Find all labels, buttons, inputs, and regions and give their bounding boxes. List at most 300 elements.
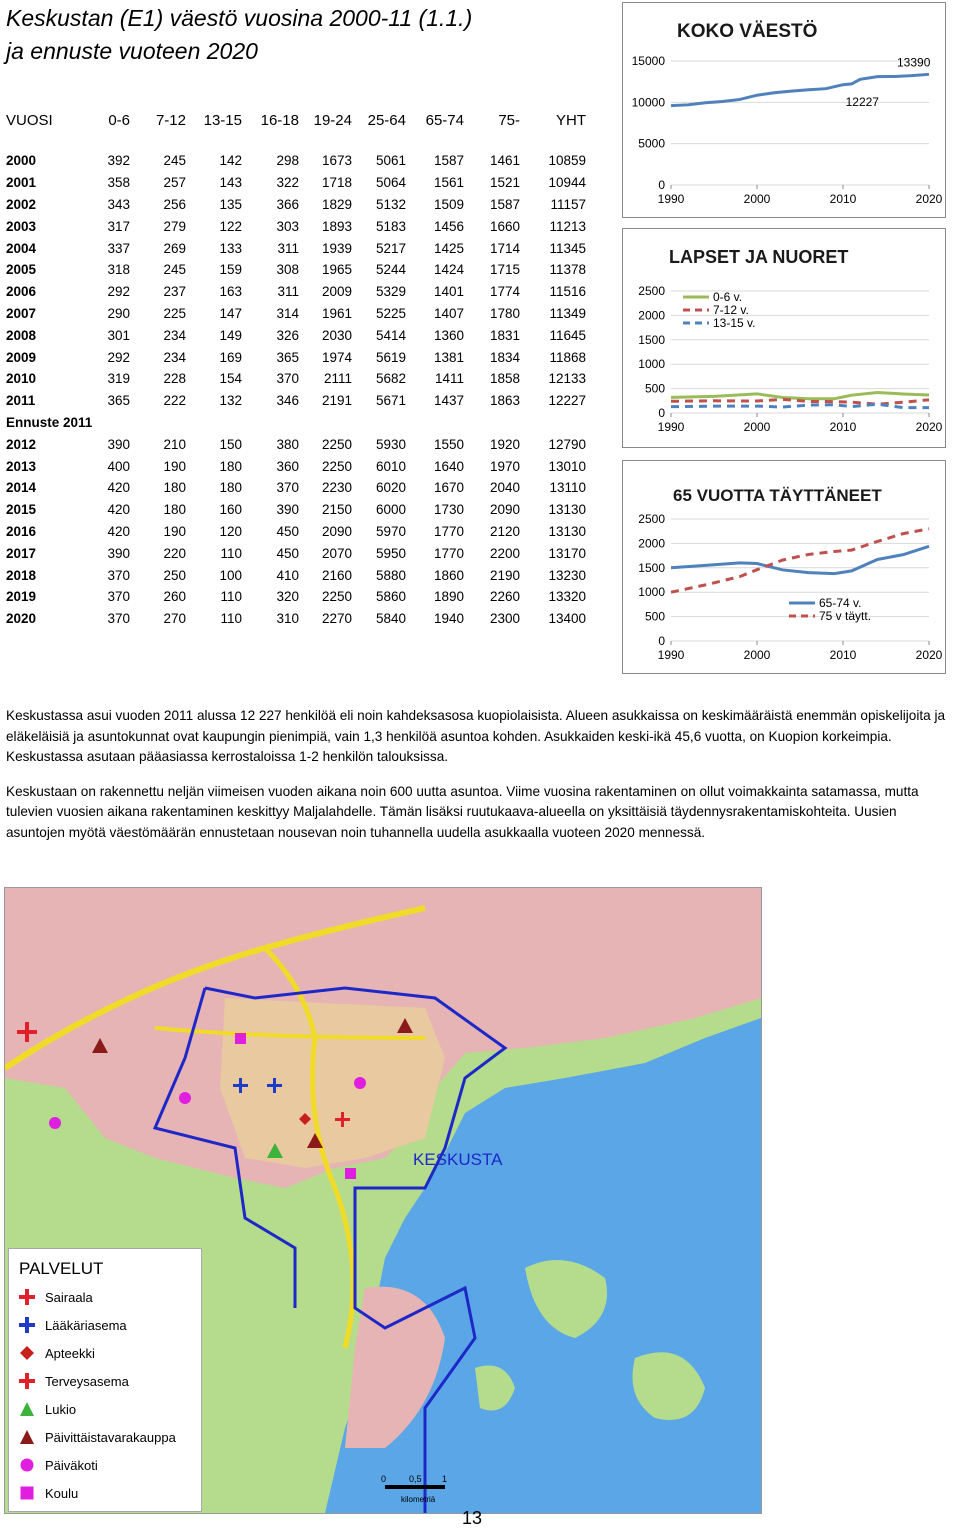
column-header: 19-24 [313,111,352,129]
value-cell: 337 [107,240,130,256]
value-cell: 2120 [489,523,520,539]
value-cell: 6000 [375,502,406,518]
value-cell: 1970 [489,458,520,474]
value-cell: 5329 [375,284,406,300]
year-cell: 2006 [6,284,37,300]
value-cell: 5619 [375,349,406,365]
red-diamond-icon [19,1345,35,1361]
value-cell: 2111 [323,371,352,387]
y-tick-label: 5000 [638,136,665,151]
legend-label: Päivittäistavarakauppa [45,1429,176,1445]
value-cell: 318 [107,262,130,278]
legend-item [19,1339,201,1367]
value-cell: 169 [219,349,242,365]
map-marker-school-icon [235,1033,246,1044]
value-cell: 2160 [321,567,352,583]
value-cell: 370 [276,371,299,387]
year-cell: 2007 [6,305,37,321]
value-cell: 1587 [433,153,464,169]
value-cell: 222 [163,393,186,409]
value-cell: 2090 [321,523,352,539]
value-cell: 2200 [489,545,520,561]
magenta-square-icon [19,1485,35,1501]
value-cell: 2270 [321,611,352,627]
chart-koko-vaesto-svg [623,3,945,217]
table-row [6,237,586,259]
value-cell: 1770 [433,545,464,561]
value-cell: 12133 [548,371,586,387]
value-cell: 2040 [489,480,520,496]
value-cell: 150 [219,436,242,452]
y-tick-label: 500 [644,381,665,396]
value-cell: 360 [276,458,299,474]
value-cell: 1831 [489,327,520,343]
year-cell: 2017 [6,545,37,561]
value-cell: 311 [277,240,299,256]
value-cell: 1858 [489,371,520,387]
value-cell: 317 [107,218,130,234]
series-line [671,393,929,399]
value-cell: 1407 [433,305,464,321]
year-cell: 2012 [6,436,37,452]
column-header: 16-18 [260,111,299,129]
value-cell: 320 [276,589,299,605]
legend-label: Lääkäriasema [45,1317,127,1333]
value-cell: 5244 [375,262,406,278]
value-cell: 1965 [321,262,352,278]
value-cell: 1456 [433,218,464,234]
map-marker-daycare-icon [354,1077,366,1089]
value-cell: 269 [163,240,186,256]
value-cell: 180 [163,502,186,518]
value-cell: 2260 [489,589,520,605]
value-cell: 160 [219,502,242,518]
legend-label: 0-6 v. [713,290,743,304]
value-cell: 1673 [321,153,352,169]
value-cell: 392 [107,153,130,169]
red-cross-icon [19,1373,35,1389]
value-cell: 234 [163,327,186,343]
x-tick-label: 2020 [915,192,943,206]
value-cell: 11645 [549,327,586,343]
value-cell: 1360 [433,327,464,343]
value-cell: 2250 [321,458,352,474]
value-cell: 12227 [548,393,586,409]
legend-item [19,1423,201,1451]
table-row [6,324,586,346]
value-cell: 301 [107,327,130,343]
value-cell: 292 [107,284,130,300]
y-tick-label: 1500 [638,332,665,347]
column-header: 7-12 [155,111,186,129]
value-cell: 2030 [321,327,352,343]
data-label: 12227 [845,94,879,109]
value-cell: 180 [219,480,242,496]
value-cell: 11345 [549,240,586,256]
year-cell: 2004 [6,240,37,256]
chart-lapset-ja-nuoret [622,228,946,448]
year-cell: 2011 [6,393,36,409]
table-row [6,608,586,630]
value-cell: 5950 [375,545,406,561]
value-cell: 1940 [433,611,464,627]
scale-tick: 1 [442,1474,448,1484]
value-cell: 1974 [321,349,352,365]
value-cell: 1411 [434,371,464,387]
value-cell: 1424 [433,262,464,278]
y-tick-label: 2000 [638,308,665,323]
table-row [6,390,586,412]
value-cell: 410 [276,567,299,583]
data-label: 13390 [897,55,931,70]
value-cell: 1425 [433,240,464,256]
value-cell: 11868 [549,349,586,365]
value-cell: 1715 [489,262,520,278]
table-row [6,303,586,325]
value-cell: 1774 [489,284,520,300]
y-tick-label: 500 [644,609,665,624]
map-marker-daycare-icon [179,1092,191,1104]
table-row [6,433,586,455]
value-cell: 326 [276,327,299,343]
table-row [6,521,586,543]
value-cell: 292 [107,349,130,365]
y-tick-label: 1000 [638,585,665,600]
value-cell: 1780 [489,305,520,321]
scale-label: kilometriä [401,1495,436,1504]
value-cell: 346 [276,393,299,409]
value-cell: 370 [107,611,130,627]
value-cell: 390 [107,436,130,452]
y-tick-label: 2000 [638,536,665,551]
legend-label: 13-15 v. [713,316,756,330]
value-cell: 120 [219,523,242,539]
year-cell: 2018 [6,567,37,583]
population-table [6,106,586,630]
value-cell: 1461 [489,153,520,169]
series-line [671,404,929,407]
legend-label: Lukio [45,1401,77,1417]
value-cell: 110 [220,611,242,627]
value-cell: 343 [107,196,130,212]
x-tick-label: 1990 [657,420,685,434]
value-cell: 5132 [375,196,406,212]
x-tick-label: 2020 [915,420,943,434]
map-marker-daycare-icon [49,1117,61,1129]
year-cell: 2000 [6,153,37,169]
year-cell: 2010 [6,371,37,387]
y-tick-label: 0 [658,406,665,420]
year-cell: 2013 [6,458,37,474]
green-triangle-icon [19,1401,35,1417]
value-cell: 5064 [375,175,406,191]
x-tick-label: 2020 [915,648,943,662]
value-cell: 1834 [489,349,520,365]
value-cell: 1401 [433,284,464,300]
value-cell: 1550 [433,436,464,452]
body-text [6,706,958,857]
value-cell: 1670 [433,480,464,496]
value-cell: 5970 [375,523,406,539]
value-cell: 11213 [549,218,586,234]
value-cell: 2190 [489,567,520,583]
value-cell: 1437 [433,393,464,409]
value-cell: 2191 [321,393,352,409]
map-city-grid [220,998,445,1168]
value-cell: 5880 [375,567,406,583]
table-row [6,346,586,368]
legend-item [19,1311,201,1339]
value-cell: 10859 [548,153,586,169]
legend-item [19,1451,201,1479]
series-line [671,529,929,592]
x-tick-label: 2010 [829,192,857,206]
x-tick-label: 2000 [743,648,771,662]
map-marker-school-icon [345,1168,356,1179]
year-cell: 2002 [6,196,37,212]
legend-item [19,1367,201,1395]
value-cell: 390 [276,502,299,518]
scale-tick: 0,5 [409,1474,422,1484]
value-cell: 322 [276,175,299,191]
value-cell: 5860 [375,589,406,605]
value-cell: 5183 [375,218,406,234]
blue-cross-icon [19,1317,35,1333]
value-cell: 5930 [375,436,406,452]
year-cell: 2016 [6,523,37,539]
legend-item [19,1479,201,1507]
y-tick-label: 2500 [638,284,665,298]
value-cell: 149 [219,327,242,343]
value-cell: 13230 [548,567,586,583]
chart-title: KOKO VÄESTÖ [677,21,818,42]
legend-item [19,1395,201,1423]
value-cell: 135 [219,196,242,212]
chart-lapset-ja-nuoret-svg [623,229,945,447]
value-cell: 358 [107,175,130,191]
legend-label: 7-12 v. [713,303,749,317]
table-row [6,368,586,390]
value-cell: 1730 [433,502,464,518]
page-number: 13 [462,1508,483,1528]
value-cell: 2090 [489,502,520,518]
value-cell: 5225 [375,305,406,321]
x-tick-label: 2010 [829,648,857,662]
value-cell: 370 [276,480,299,496]
value-cell: 13320 [548,589,586,605]
column-header: 75- [498,111,520,129]
chart-koko-vaesto [622,2,946,218]
chart-title: 65 VUOTTA TÄYTTÄNEET [673,486,882,505]
value-cell: 1893 [321,218,352,234]
value-cell: 1640 [433,458,464,474]
value-cell: 370 [107,589,130,605]
value-cell: 257 [163,175,186,191]
legend-label: Koulu [45,1485,79,1501]
year-cell: 2005 [6,262,37,278]
value-cell: 308 [276,262,299,278]
value-cell: 12790 [548,436,586,452]
value-cell: 190 [163,523,186,539]
value-cell: 225 [163,305,186,321]
value-cell: 1890 [433,589,464,605]
value-cell: 11378 [549,262,586,278]
value-cell: 245 [163,153,186,169]
value-cell: 11349 [549,305,586,321]
value-cell: 6020 [375,480,406,496]
value-cell: 303 [276,218,299,234]
value-cell: 1770 [433,523,464,539]
year-cell: 2001 [6,175,37,191]
value-cell: 13130 [548,502,586,518]
value-cell: 2250 [321,436,352,452]
map-legend [8,1248,202,1512]
value-cell: 1961 [321,305,352,321]
x-tick-label: 2000 [743,420,771,434]
value-cell: 110 [220,545,242,561]
series-line [671,74,929,105]
value-cell: 279 [163,218,186,234]
value-cell: 365 [107,393,130,409]
value-cell: 163 [219,284,242,300]
value-cell: 245 [163,262,186,278]
series-line [671,546,929,573]
legend-title: PALVELUT [19,1259,104,1278]
map-area-label: KESKUSTA [413,1150,503,1169]
value-cell: 132 [219,393,242,409]
value-cell: 250 [163,567,186,583]
y-tick-label: 0 [658,178,665,192]
value-cell: 6010 [375,458,406,474]
value-cell: 2300 [489,611,520,627]
column-header: YHT [556,111,586,129]
value-cell: 13110 [549,480,586,496]
value-cell: 5061 [375,153,406,169]
table-spacer [6,134,586,150]
table-row [6,172,586,194]
value-cell: 13130 [548,523,586,539]
legend-label: Terveysasema [45,1373,129,1389]
paragraph: Keskustaan on rakennettu neljän viimeisen vuoden aikana noin 600 uutta asuntoa. Viime vuosina rakentaminen on ollut voimakkainta satamassa, mutta tulevien vuosien aikana rakentaminen keskittyy Maljalahdelle. Tämän lisäksi ruutukaava-alueella on yksittäisiä täydennysrakentamiskohteita. Uusien asuntojen myötä väestömäärän ennustetaan nousevan noin tuhannella uudella asukkaalla vuoteen 2020 mennessä. [6,783,919,840]
value-cell: 13400 [548,611,586,627]
forecast-label: Ennuste 2011 [6,414,93,430]
x-tick-label: 2000 [743,192,771,206]
forecast-label-row [6,412,586,434]
value-cell: 110 [220,589,242,605]
table-header-row [6,106,586,134]
value-cell: 190 [163,458,186,474]
value-cell: 2150 [321,502,352,518]
year-cell: 2003 [6,218,37,234]
value-cell: 1718 [321,175,352,191]
value-cell: 311 [277,284,299,300]
red-cross-icon [19,1289,35,1305]
value-cell: 298 [276,153,299,169]
table-row [6,281,586,303]
value-cell: 180 [219,458,242,474]
value-cell: 1381 [433,349,464,365]
value-cell: 420 [107,480,130,496]
value-cell: 450 [276,545,299,561]
value-cell: 450 [276,523,299,539]
year-cell: 2014 [6,480,37,496]
value-cell: 1660 [489,218,520,234]
value-cell: 1920 [489,436,520,452]
value-cell: 1939 [321,240,352,256]
value-cell: 319 [107,371,130,387]
value-cell: 1860 [433,567,464,583]
value-cell: 100 [219,567,242,583]
value-cell: 13170 [548,545,586,561]
value-cell: 2009 [321,284,352,300]
legend-label: Apteekki [45,1345,95,1361]
value-cell: 1561 [433,175,464,191]
table-row [6,215,586,237]
value-cell: 142 [219,153,242,169]
value-cell: 234 [163,349,186,365]
chart-65-vuotta [622,460,946,674]
value-cell: 2070 [321,545,352,561]
value-cell: 143 [219,175,242,191]
value-cell: 133 [219,240,242,256]
chart-title: LAPSET JA NUORET [669,247,849,267]
year-cell: 2015 [6,502,37,518]
paragraph: Keskustassa asui vuoden 2011 alussa 12 227 henkilöä eli noin kahdeksasosa kuopiolaisista. Alueen asukkaissa on keskimääräistä enemmän opiskelijoita ja eläkeläisiä ja asuntokunnat ovat kaupungin pienimpiä, vain 1,3 henkilöä asuntoa kohden. Asukkaiden keski-ikä 45,6 vuotta, on Kuopion korkeimpia. Keskustassa asutaan pääasiassa kerrostaloissa 1-2 henkilön talouksissa. [6,708,946,764]
x-tick-label: 2010 [829,420,857,434]
value-cell: 366 [276,196,299,212]
x-tick-label: 1990 [657,192,685,206]
table-body [6,134,586,630]
table-row [6,542,586,564]
year-cell: 2009 [6,349,37,365]
table-row [6,499,586,521]
value-cell: 1509 [433,196,464,212]
value-cell: 5671 [375,393,406,409]
value-cell: 1714 [489,240,520,256]
value-cell: 314 [276,305,299,321]
y-tick-label: 1000 [638,357,665,372]
legend-label: Päiväkoti [45,1457,98,1473]
year-cell: 2019 [6,589,37,605]
value-cell: 5682 [375,371,406,387]
value-cell: 237 [163,284,186,300]
column-header: 13-15 [203,111,242,129]
table-row [6,259,586,281]
value-cell: 290 [107,305,130,321]
y-tick-label: 2500 [638,512,665,526]
value-cell: 256 [163,196,186,212]
value-cell: 380 [276,436,299,452]
value-cell: 390 [107,545,130,561]
value-cell: 10944 [548,175,586,191]
table-row [6,455,586,477]
value-cell: 5840 [375,611,406,627]
value-cell: 1587 [489,196,520,212]
title-line-1: Keskustan (E1) väestö vuosina 2000-11 (1.1.) [6,5,473,31]
table-row [6,194,586,216]
value-cell: 2250 [321,589,352,605]
x-tick-label: 1990 [657,648,685,662]
value-cell: 420 [107,523,130,539]
column-header: 0-6 [108,111,130,129]
value-cell: 5414 [375,327,406,343]
table-row [6,150,586,172]
series-line [671,399,929,404]
value-cell: 400 [107,458,130,474]
column-header: 65-74 [425,111,464,129]
year-cell: 2008 [6,327,37,343]
legend-label: 65-74 v. [819,596,862,610]
